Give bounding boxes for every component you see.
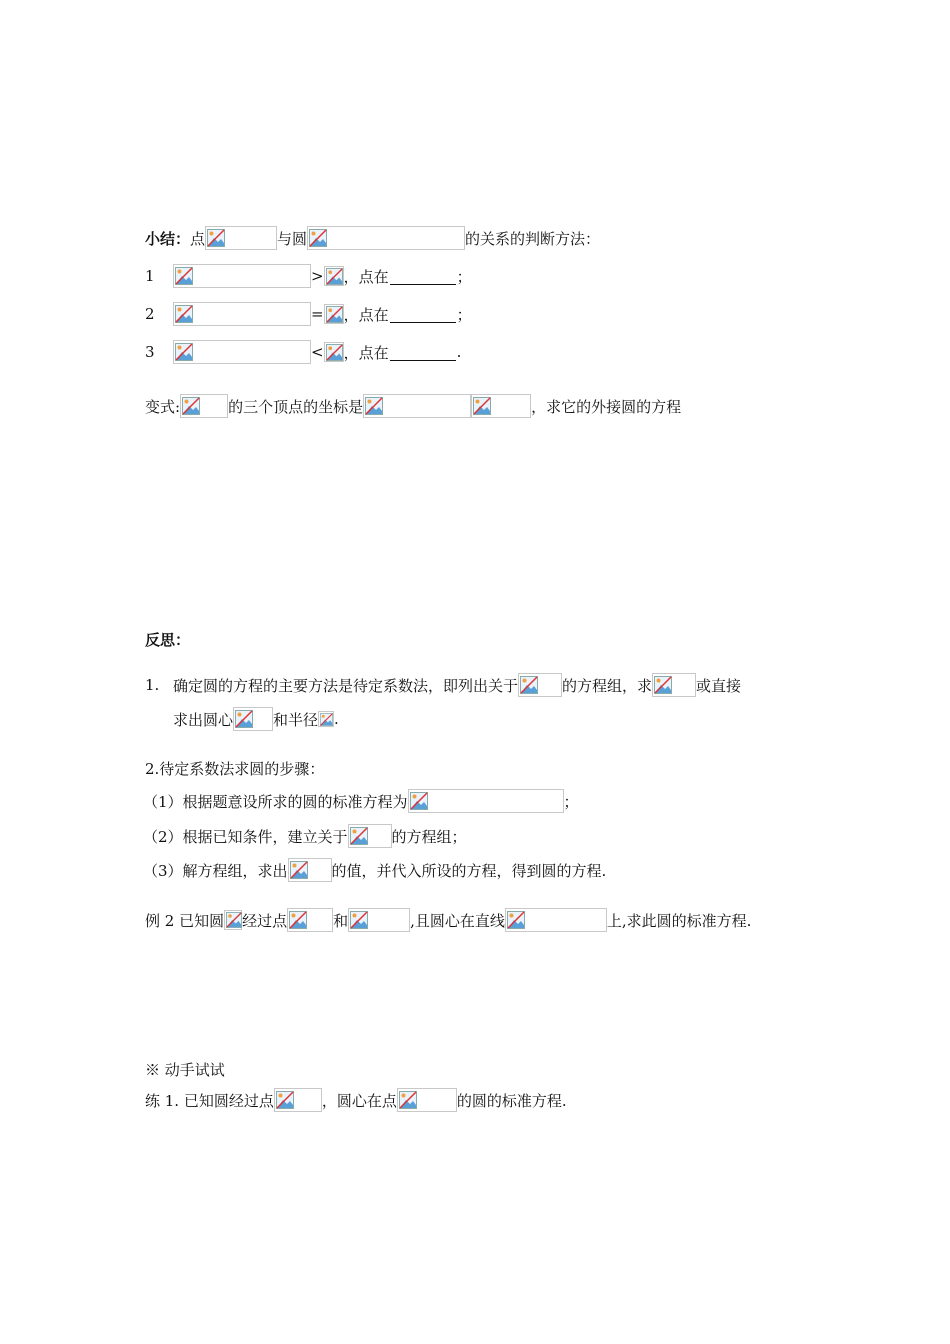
broken-image-icon — [175, 343, 193, 361]
reflection-p1-line2 — [173, 706, 339, 732]
summary-line — [145, 225, 600, 251]
answer-blank — [390, 344, 456, 361]
practice-text: 的圆的标准方程. — [456, 1091, 567, 1110]
broken-image-icon — [365, 397, 383, 415]
formula-image — [408, 789, 564, 813]
step-1 — [143, 788, 579, 814]
example-text: 上,求此圆的标准方程. — [606, 911, 752, 930]
case-line-2 — [145, 301, 472, 327]
formula-image — [318, 711, 334, 727]
case-number: 2 — [145, 305, 155, 323]
formula-image — [348, 908, 410, 932]
broken-image-icon — [350, 827, 368, 845]
step-text: （2）根据已知条件，建立关于 — [143, 827, 348, 846]
broken-image-icon — [235, 710, 253, 728]
case-number: 3 — [145, 343, 155, 361]
case-end: . — [456, 343, 462, 361]
formula-image — [518, 673, 562, 697]
formula-image — [274, 1088, 322, 1112]
broken-image-icon — [309, 229, 327, 247]
variant-label: 变式: — [145, 397, 181, 416]
reflection-text: 确定圆的方程的主要方法是待定系数法，即列出关于 — [173, 676, 519, 695]
broken-image-icon — [175, 267, 193, 285]
step-text: ； — [563, 792, 579, 811]
practice-text: ，圆心在点 — [321, 1091, 397, 1110]
broken-image-icon — [350, 911, 368, 929]
variant-line — [145, 393, 681, 419]
formula-image-point — [205, 226, 277, 250]
reflection-p1-line1 — [145, 672, 741, 698]
formula-image — [180, 394, 228, 418]
broken-image-icon — [399, 1091, 417, 1109]
step-text: （3）解方程组，求出 — [143, 861, 288, 880]
reflection-text: 或直接 — [696, 676, 742, 695]
broken-image-icon — [226, 912, 242, 928]
case-end: ； — [456, 267, 472, 286]
reflection-text: 和半径 — [273, 710, 319, 729]
formula-image — [287, 908, 333, 932]
example-text: 经过点 — [242, 911, 288, 930]
case-operator: = — [311, 305, 324, 323]
variant-text: 的三个顶点的坐标是 — [228, 397, 364, 416]
answer-blank — [390, 268, 456, 285]
formula-image — [288, 858, 332, 882]
reflection-heading: 反思： — [145, 630, 191, 649]
step-2 — [143, 823, 467, 849]
answer-blank — [390, 306, 456, 323]
case-text: ，点在 — [343, 267, 389, 286]
broken-image-icon — [507, 911, 525, 929]
step-3 — [143, 857, 606, 883]
broken-image-icon — [520, 676, 538, 694]
reflection-number: 1. — [145, 676, 160, 694]
example-text: 和 — [333, 911, 349, 930]
summary-label: 小结： — [145, 229, 191, 248]
example-text: ,且圆心在直线 — [410, 911, 505, 930]
practice-1 — [145, 1087, 567, 1113]
step-text: 的方程组； — [391, 827, 467, 846]
broken-image-icon — [473, 397, 491, 415]
formula-image — [233, 707, 273, 731]
formula-image — [348, 824, 392, 848]
broken-image-icon — [207, 229, 225, 247]
example-2 — [145, 907, 751, 933]
formula-image — [505, 908, 607, 932]
broken-image-icon — [289, 911, 307, 929]
summary-text: 与圆 — [277, 229, 308, 248]
summary-text: 的关系的判断方法： — [465, 229, 601, 248]
broken-image-icon — [326, 344, 343, 361]
reflection-text: 的方程组，求 — [562, 676, 653, 695]
case-operator: < — [311, 343, 324, 361]
broken-image-icon — [182, 397, 200, 415]
broken-image-icon — [326, 268, 343, 285]
formula-image — [397, 1088, 457, 1112]
broken-image-icon — [276, 1091, 294, 1109]
formula-image — [173, 264, 311, 288]
formula-image-circle — [307, 226, 465, 250]
broken-image-icon — [410, 792, 428, 810]
broken-image-icon — [175, 305, 193, 323]
case-text: ，点在 — [343, 305, 389, 324]
formula-image — [471, 394, 531, 418]
broken-image-icon — [320, 713, 333, 726]
formula-image — [173, 340, 311, 364]
case-line-3 — [145, 339, 461, 365]
example-text: 例 2 已知圆 — [145, 911, 225, 930]
practice-heading: ※ 动手试试 — [145, 1060, 225, 1079]
formula-image — [224, 910, 242, 930]
formula-image — [324, 342, 344, 362]
broken-image-icon — [290, 861, 308, 879]
step-text: 的值，并代入所设的方程，得到圆的方程. — [331, 861, 607, 880]
formula-image — [324, 304, 344, 324]
step-text: （1）根据题意设所求的圆的标准方程为 — [143, 792, 408, 811]
summary-text: 点 — [190, 229, 206, 248]
reflection-text: 求出圆心 — [173, 710, 234, 729]
formula-image — [652, 673, 696, 697]
case-text: ，点在 — [343, 343, 389, 362]
practice-text: 练 1. 已知圆经过点 — [145, 1091, 274, 1110]
broken-image-icon — [326, 306, 343, 323]
formula-image — [324, 266, 344, 286]
formula-image — [363, 394, 471, 418]
case-line-1 — [145, 263, 472, 289]
case-end: ； — [456, 305, 472, 324]
variant-text: ，求它的外接圆的方程 — [531, 397, 682, 416]
broken-image-icon — [654, 676, 672, 694]
formula-image — [173, 302, 311, 326]
reflection-p2-title: 2.待定系数法求圆的步骤： — [145, 759, 325, 778]
reflection-text: . — [334, 710, 339, 728]
case-operator: > — [311, 267, 324, 285]
case-number: 1 — [145, 267, 155, 285]
